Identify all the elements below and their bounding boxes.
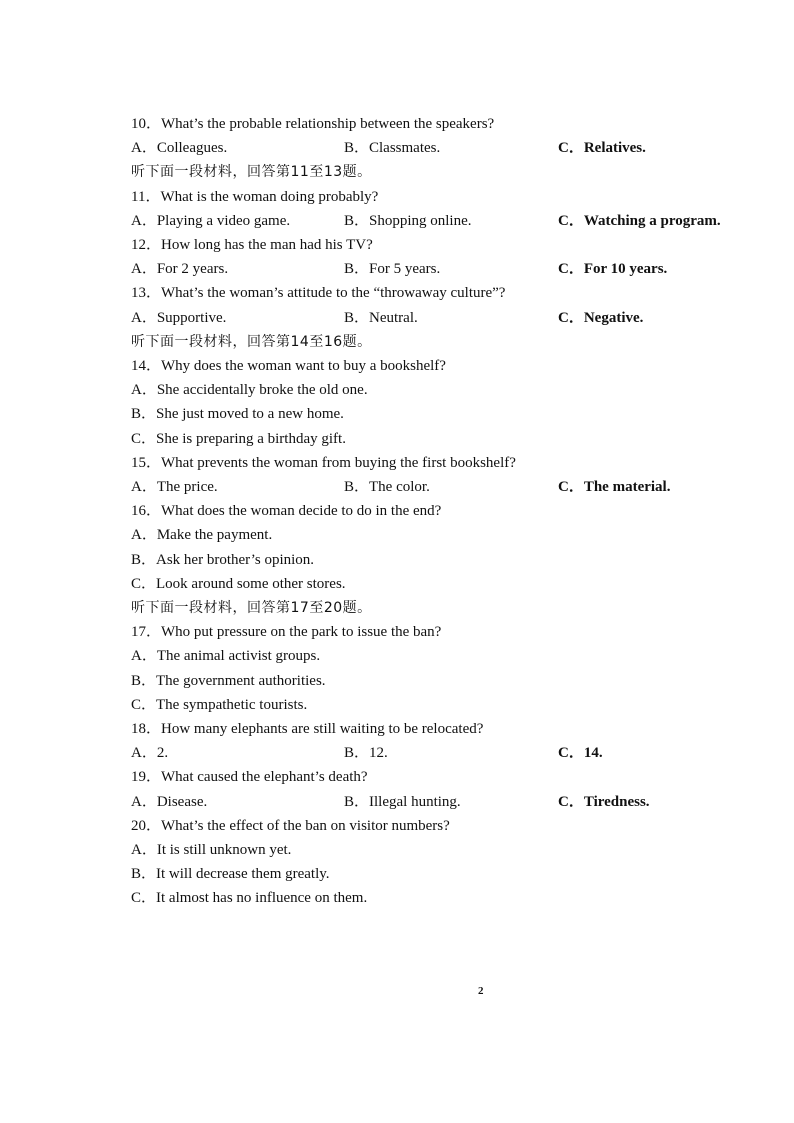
option-line: B．The government authorities.: [131, 673, 326, 689]
options-row: [131, 744, 751, 762]
option-c: C．Negative.: [558, 310, 644, 326]
option-line: A．Make the payment.: [131, 527, 273, 543]
question-text: 13．What’s the woman’s attitude to the “throwaway culture”?: [131, 285, 506, 301]
option-line: A．The animal activist groups.: [131, 648, 321, 664]
option-a: A．2.: [131, 745, 169, 761]
options-row: [131, 212, 751, 230]
question-text: 19．What caused the elephant’s death?: [131, 769, 368, 785]
option-a: A．Colleagues.: [131, 140, 228, 156]
option-b: B．For 5 years.: [344, 261, 441, 277]
option-line: A．It is still unknown yet.: [131, 842, 292, 858]
section-instruction: 听下面一段材料，回答第17至20题。: [131, 600, 372, 616]
question-text: 18．How many elephants are still waiting to be relocated?: [131, 721, 484, 737]
question-text: 17．Who put pressure on the park to issue the ban?: [131, 624, 442, 640]
option-a: A．The price.: [131, 479, 218, 495]
option-c: C．Relatives.: [558, 140, 646, 156]
option-line: C．She is preparing a birthday gift.: [131, 431, 346, 447]
options-row: [131, 478, 751, 496]
option-b: B．Classmates.: [344, 140, 441, 156]
option-a: A．Disease.: [131, 794, 208, 810]
option-a: A．For 2 years.: [131, 261, 229, 277]
page-number: 2: [478, 985, 484, 997]
options-row: [131, 260, 751, 278]
question-text: 11．What is the woman doing probably?: [131, 189, 379, 205]
option-c: C．For 10 years.: [558, 261, 668, 277]
question-text: 14．Why does the woman want to buy a bookshelf?: [131, 358, 446, 374]
options-row: [131, 139, 751, 157]
section-instruction: 听下面一段材料，回答第14至16题。: [131, 334, 372, 350]
option-b: B．Illegal hunting.: [344, 794, 461, 810]
question-text: 12．How long has the man had his TV?: [131, 237, 373, 253]
option-c: C．Watching a program.: [558, 213, 721, 229]
option-line: B．Ask her brother’s opinion.: [131, 552, 315, 568]
option-line: C．Look around some other stores.: [131, 576, 346, 592]
option-b: B．12.: [344, 745, 388, 761]
section-instruction: 听下面一段材料，回答第11至13题。: [131, 164, 372, 180]
question-text: 16．What does the woman decide to do in the end?: [131, 503, 442, 519]
option-line: C．The sympathetic tourists.: [131, 697, 308, 713]
options-row: [131, 793, 751, 811]
option-b: B．The color.: [344, 479, 430, 495]
options-row: [131, 309, 751, 327]
option-c: C．14.: [558, 745, 603, 761]
option-line: B．It will decrease them greatly.: [131, 866, 330, 882]
option-c: C．The material.: [558, 479, 671, 495]
option-a: A．Supportive.: [131, 310, 227, 326]
question-text: 10．What’s the probable relationship between the speakers?: [131, 116, 495, 132]
question-text: 20．What’s the effect of the ban on visitor numbers?: [131, 818, 450, 834]
option-a: A．Playing a video game.: [131, 213, 291, 229]
option-line: C．It almost has no influence on them.: [131, 890, 368, 906]
question-text: 15．What prevents the woman from buying the first bookshelf?: [131, 455, 516, 471]
option-line: B．She just moved to a new home.: [131, 406, 344, 422]
option-c: C．Tiredness.: [558, 794, 650, 810]
option-line: A．She accidentally broke the old one.: [131, 382, 368, 398]
option-b: B．Neutral.: [344, 310, 418, 326]
option-b: B．Shopping online.: [344, 213, 472, 229]
